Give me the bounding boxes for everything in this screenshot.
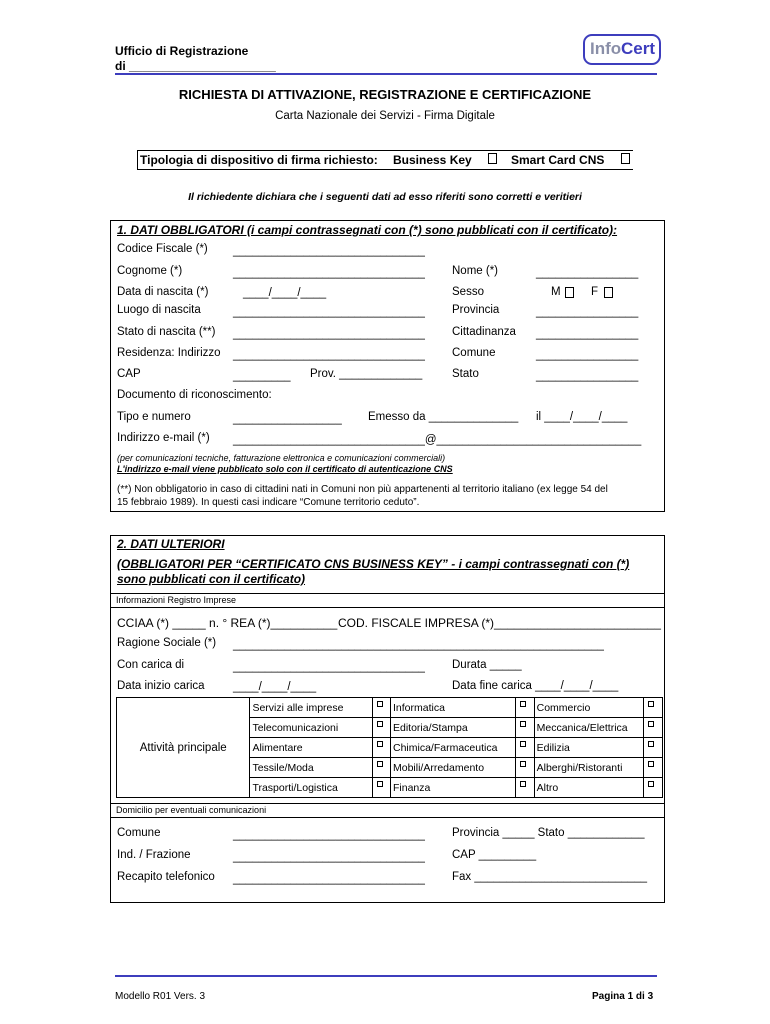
documento-label: Documento di riconoscimento:	[117, 389, 272, 401]
sesso-label: Sesso	[452, 286, 484, 298]
attivita-label: Attività principale	[117, 698, 250, 798]
activity-cell: Finanza	[391, 778, 516, 798]
activity-cell: Meccanica/Elettrica	[534, 718, 643, 738]
tipo-numero-label: Tipo e numero	[117, 411, 191, 423]
activity-checkbox-cell[interactable]	[516, 738, 534, 758]
cittadinanza-label: Cittadinanza	[452, 326, 516, 338]
section2-subtitle-line1: (OBBLIGATORI PER “CERTIFICATO CNS BUSINESS KEY” - i campi contrassegnati con (*)	[117, 557, 630, 571]
stato-field[interactable]: ________________	[536, 370, 639, 382]
recapito-label: Recapito telefonico	[117, 871, 215, 883]
activity-checkbox[interactable]	[648, 781, 654, 787]
stato-nascita-label: Stato di nascita (**)	[117, 326, 216, 338]
luogo-nascita-label: Luogo di nascita	[117, 304, 201, 316]
sesso-m-label: M	[551, 286, 561, 298]
office-field[interactable]: di ______________________	[115, 59, 276, 73]
sesso-f-label: F	[591, 286, 599, 298]
data-inizio-label: Data inizio carica	[117, 680, 205, 692]
activity-cell: Chimica/Farmaceutica	[391, 738, 516, 758]
registro-imprese-label: Informazioni Registro Imprese	[116, 595, 237, 605]
stato-nascita-field[interactable]: ______________________________	[233, 328, 425, 340]
activity-checkbox[interactable]	[377, 721, 383, 727]
data-fine-field[interactable]: Data fine carica ____/____/____	[452, 680, 619, 692]
activity-cell: Telecomunicazioni	[250, 718, 372, 738]
business-key-label: Business Key	[393, 153, 472, 167]
provincia-stato-field[interactable]: Provincia _____ Stato ____________	[452, 827, 645, 839]
activity-checkbox[interactable]	[520, 741, 526, 747]
activity-checkbox-cell[interactable]	[516, 718, 534, 738]
device-type-label: Tipologia di dispositivo di firma richiesto:	[140, 153, 378, 167]
footnote-line2: 15 febbraio 1989). In questi casi indicare “Comune territorio ceduto”.	[117, 497, 420, 508]
activity-checkbox-cell[interactable]	[516, 758, 534, 778]
sesso-m-checkbox[interactable]	[565, 287, 574, 298]
activity-cell: Servizi alle imprese	[250, 698, 372, 718]
attivita-table	[116, 697, 663, 798]
nome-label: Nome (*)	[452, 265, 499, 277]
office-label: Ufficio di Registrazione	[115, 44, 249, 58]
cognome-label: Cognome (*)	[117, 265, 183, 277]
data-inizio-field[interactable]: ____/____/____	[233, 681, 317, 693]
activity-checkbox-cell[interactable]	[372, 698, 390, 718]
data-nascita-label: Data di nascita (*)	[117, 286, 209, 298]
comune-label: Comune	[452, 347, 496, 359]
activity-checkbox[interactable]	[520, 761, 526, 767]
prov-field[interactable]: Prov. _____________	[310, 368, 423, 380]
domicilio-label: Domicilio per eventuali comunicazioni	[116, 805, 267, 815]
activity-checkbox[interactable]	[520, 781, 526, 787]
page-number: Pagina 1 di 3	[592, 991, 654, 1002]
cognome-field[interactable]: ______________________________	[233, 267, 425, 279]
activity-checkbox-cell[interactable]	[643, 698, 662, 718]
cciaa-rea-field[interactable]: CCIAA (*) _____ n. ° REA (*)__________	[117, 616, 338, 630]
activity-checkbox[interactable]	[648, 721, 654, 727]
section2-title: 2. DATI ULTERIORI	[117, 537, 225, 551]
activity-checkbox-cell[interactable]	[643, 738, 662, 758]
nome-field[interactable]: ________________	[536, 267, 639, 279]
header-rule	[115, 73, 657, 75]
provincia-field[interactable]: ________________	[536, 306, 639, 318]
footer-rule	[115, 975, 657, 977]
activity-cell: Tessile/Moda	[250, 758, 372, 778]
comune2-field[interactable]: ______________________________	[233, 829, 425, 841]
business-key-checkbox[interactable]	[488, 153, 497, 164]
data-nascita-field[interactable]: ____/____/____	[243, 287, 327, 299]
email-field[interactable]: ______________________________@________________________________	[233, 434, 642, 446]
activity-checkbox-cell[interactable]	[643, 758, 662, 778]
cod-fiscale-impresa-field[interactable]: COD. FISCALE IMPRESA (*)_________________________	[338, 616, 661, 630]
activity-cell: Alberghi/Ristoranti	[534, 758, 643, 778]
codice-fiscale-field[interactable]: ______________________________	[233, 245, 425, 257]
smart-card-checkbox[interactable]	[621, 153, 630, 164]
activity-cell: Mobili/Arredamento	[391, 758, 516, 778]
activity-cell: Alimentare	[250, 738, 372, 758]
infocert-logo: Info Cert	[583, 34, 661, 65]
activity-checkbox-cell[interactable]	[372, 738, 390, 758]
activity-checkbox[interactable]	[377, 781, 383, 787]
activity-checkbox[interactable]	[648, 701, 654, 707]
ind-frazione-label: Ind. / Frazione	[117, 849, 191, 861]
activity-checkbox-cell[interactable]	[516, 778, 534, 798]
section1-title: 1. DATI OBBLIGATORI (i campi contrassegnati con (*) sono pubblicati con il certificato):	[117, 223, 618, 237]
activity-cell: Commercio	[534, 698, 643, 718]
activity-cell: Trasporti/Logistica	[250, 778, 372, 798]
page-subtitle: Carta Nazionale dei Servizi - Firma Digitale	[275, 110, 495, 122]
provincia-label: Provincia	[452, 304, 500, 316]
activity-cell: Edilizia	[534, 738, 643, 758]
activity-cell: Editoria/Stampa	[391, 718, 516, 738]
comune2-label: Comune	[117, 827, 161, 839]
con-carica-label: Con carica di	[117, 659, 185, 671]
activity-checkbox-cell[interactable]	[372, 758, 390, 778]
tipo-numero-field[interactable]: _________________	[233, 413, 342, 425]
cittadinanza-field[interactable]: ________________	[536, 328, 639, 340]
section2-subtitle-line2: sono pubblicati con il certificato)	[117, 572, 306, 586]
durata-field[interactable]: Durata _____	[452, 659, 522, 671]
declaration-text: Il richiedente dichiara che i seguenti dati ad esso riferiti sono corretti e veritieri	[188, 191, 582, 203]
recapito-field[interactable]: ______________________________	[233, 873, 425, 885]
activity-checkbox-cell[interactable]	[372, 778, 390, 798]
ragione-sociale-field[interactable]: __________________________________________________________	[233, 639, 604, 651]
smart-card-label: Smart Card CNS	[511, 153, 605, 167]
luogo-nascita-field[interactable]: ______________________________	[233, 306, 425, 318]
fax-field[interactable]: Fax ___________________________	[452, 871, 648, 883]
activity-checkbox[interactable]	[377, 741, 383, 747]
comune-field[interactable]: ________________	[536, 349, 639, 361]
activity-checkbox[interactable]	[648, 741, 654, 747]
data-emissione-field[interactable]: il ____/____/____	[536, 411, 628, 423]
activity-checkbox[interactable]	[520, 701, 526, 707]
residenza-field[interactable]: ______________________________	[233, 349, 425, 361]
sesso-f-checkbox[interactable]	[604, 287, 613, 298]
cap-label: CAP	[117, 368, 141, 380]
footnote-line1: (**) Non obbligatorio in caso di cittadini nati in Comuni non più appartenenti al territorio italiano (ex legge 54 del	[117, 484, 608, 495]
table-row	[117, 698, 663, 718]
ragione-sociale-label: Ragione Sociale (*)	[117, 637, 217, 649]
activity-checkbox[interactable]	[648, 761, 654, 767]
activity-checkbox-cell[interactable]	[372, 718, 390, 738]
email-publication-note: L'indirizzo e-mail viene pubblicato solo con il certificato di autenticazione CNS	[117, 464, 453, 474]
activity-cell: Altro	[534, 778, 643, 798]
activity-cell: Informatica	[391, 698, 516, 718]
activity-checkbox[interactable]	[377, 701, 383, 707]
emesso-da-field[interactable]: Emesso da ______________	[368, 411, 519, 423]
cap2-field[interactable]: CAP _________	[452, 849, 537, 861]
cap-field[interactable]: _________	[233, 370, 291, 382]
activity-checkbox[interactable]	[520, 721, 526, 727]
residenza-label: Residenza: Indirizzo	[117, 347, 221, 359]
stato-label: Stato	[452, 368, 479, 380]
activity-checkbox-cell[interactable]	[516, 698, 534, 718]
page-title: RICHIESTA DI ATTIVAZIONE, REGISTRAZIONE E CERTIFICAZIONE	[178, 87, 592, 102]
codice-fiscale-label: Codice Fiscale (*)	[117, 243, 208, 255]
email-label: Indirizzo e-mail (*)	[117, 432, 210, 444]
activity-checkbox-cell[interactable]	[643, 778, 662, 798]
model-version: Modello R01 Vers. 3	[115, 991, 206, 1002]
con-carica-field[interactable]: ______________________________	[233, 661, 425, 673]
email-note: (per comunicazioni tecniche, fatturazione elettronica e comunicazioni commerciali)	[117, 453, 446, 463]
ind-frazione-field[interactable]: ______________________________	[233, 851, 425, 863]
activity-checkbox[interactable]	[377, 761, 383, 767]
activity-checkbox-cell[interactable]	[643, 718, 662, 738]
